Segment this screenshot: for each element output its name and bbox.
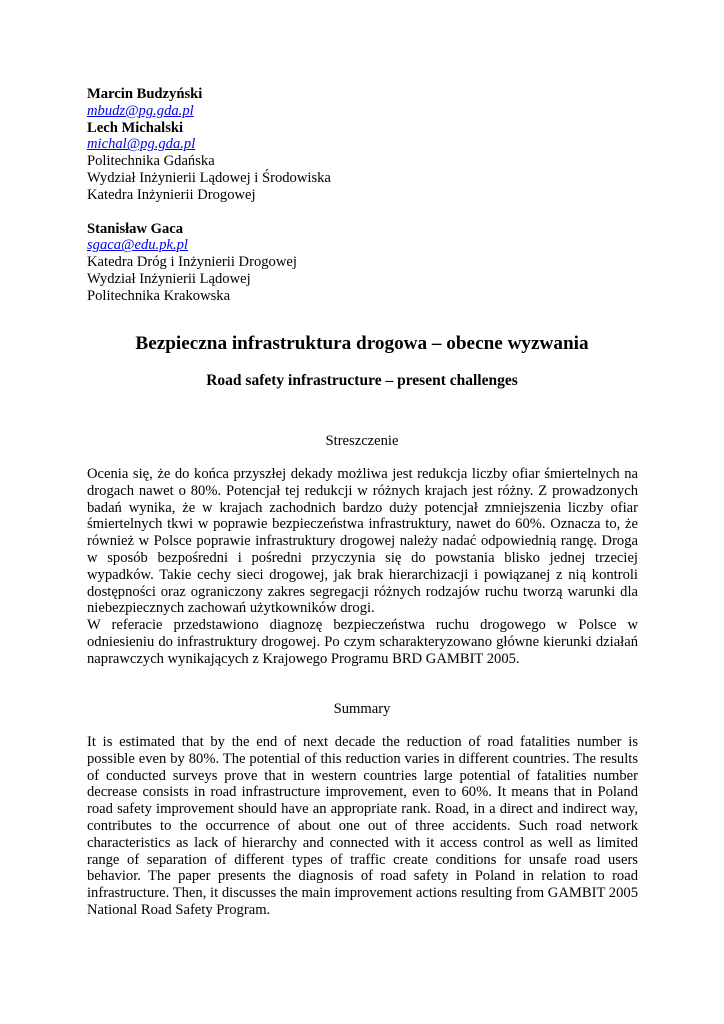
abstract-heading-english: Summary xyxy=(333,701,391,717)
author-name: Lech Michalski xyxy=(87,119,184,136)
authors-section xyxy=(87,86,647,305)
author-email-link[interactable]: sgaca@edu.pk.pl xyxy=(87,237,188,254)
affiliation-line: Politechnika Krakowska xyxy=(87,287,231,304)
affiliation-line: Wydział Inżynierii Lądowej xyxy=(87,270,251,287)
abstract-polish xyxy=(87,466,638,668)
paper-title-polish: Bezpieczna infrastruktura drogowa – obecne wyzwania xyxy=(135,333,589,354)
affiliation-line: Wydział Inżynierii Lądowej i Środowiska xyxy=(87,169,331,186)
abstract-paragraph: Ocenia się, że do końca przyszłej dekady możliwa jest redukcja liczby ofiar śmiertelnych na drogach nawet o 80%. Potencjał tej redukcji w różnych krajach jest różny. Z prowadzonych badań wynika, że w krajach zachodnich bardzo duży potencjał zmniejszenia liczby ofiar śmiertelnych tkwi w poprawie bezpieczeństwa infrastruktury, nawet do 60%. Oznacza to, że również w Polsce poprawie infrastruktury drogowej należy nadać odpowiednią rangę. Droga w sposób bezpośredni i pośredni przyczynia się do powstania blisko jednej trzeciej wypadków. Takie cechy sieci drogowej, jak brak hierarchizacji i powiązanej z nią kontroli dostępności oraz ograniczony zakres segregacji różnych rodzajów ruchu tworzą warunki dla niebezpiecznych zachowań użytkowników drogi. xyxy=(87,466,638,617)
abstract-english xyxy=(87,734,638,919)
abstract-paragraph: It is estimated that by the end of next decade the reduction of road fatalities number is possible even by 80%. The potential of this reduction varies in different countries. The results of conducted surveys prove that in western countries large potential of fatalities number decrease consists in road infrastructure improvement, even to 60%. It means that in Poland road safety improvement should have an appropriate rank. Road, in a direct and indirect way, contributes to the occurrence of about one out of three accidents. Such road network characteristics as lack of hierarchy and connected with it access control as well as limited range of separation of different types of traffic create conditions for unsafe road users behavior. The paper presents the diagnosis of road safety in Poland in relation to road infrastructure. Then, it discusses the main improvement actions resulting from GAMBIT 2005 National Road Safety Program. xyxy=(87,734,638,918)
abstract-paragraph: W referacie przedstawiono diagnozę bezpieczeństwa ruchu drogowego w Polsce w odniesieniu do infrastruktury drogowej. Po czym scharakteryzowano główne kierunki działań naprawczych wynikających z Krajowego Programu BRD GAMBIT 2005. xyxy=(87,617,638,667)
paper-title-english: Road safety infrastructure – present challenges xyxy=(206,372,518,389)
author-name: Stanisław Gaca xyxy=(87,220,184,237)
author-email-link[interactable]: mbudz@pg.gda.pl xyxy=(87,102,194,119)
author-name: Marcin Budzyński xyxy=(87,86,203,102)
abstract-heading-polish: Streszczenie xyxy=(325,433,399,449)
affiliation-line: Katedra Inżynierii Drogowej xyxy=(87,186,256,203)
affiliation-line: Katedra Dróg i Inżynierii Drogowej xyxy=(87,254,297,271)
author-email-link[interactable]: michal@pg.gda.pl xyxy=(87,136,196,153)
affiliation-line: Politechnika Gdańska xyxy=(87,153,215,170)
